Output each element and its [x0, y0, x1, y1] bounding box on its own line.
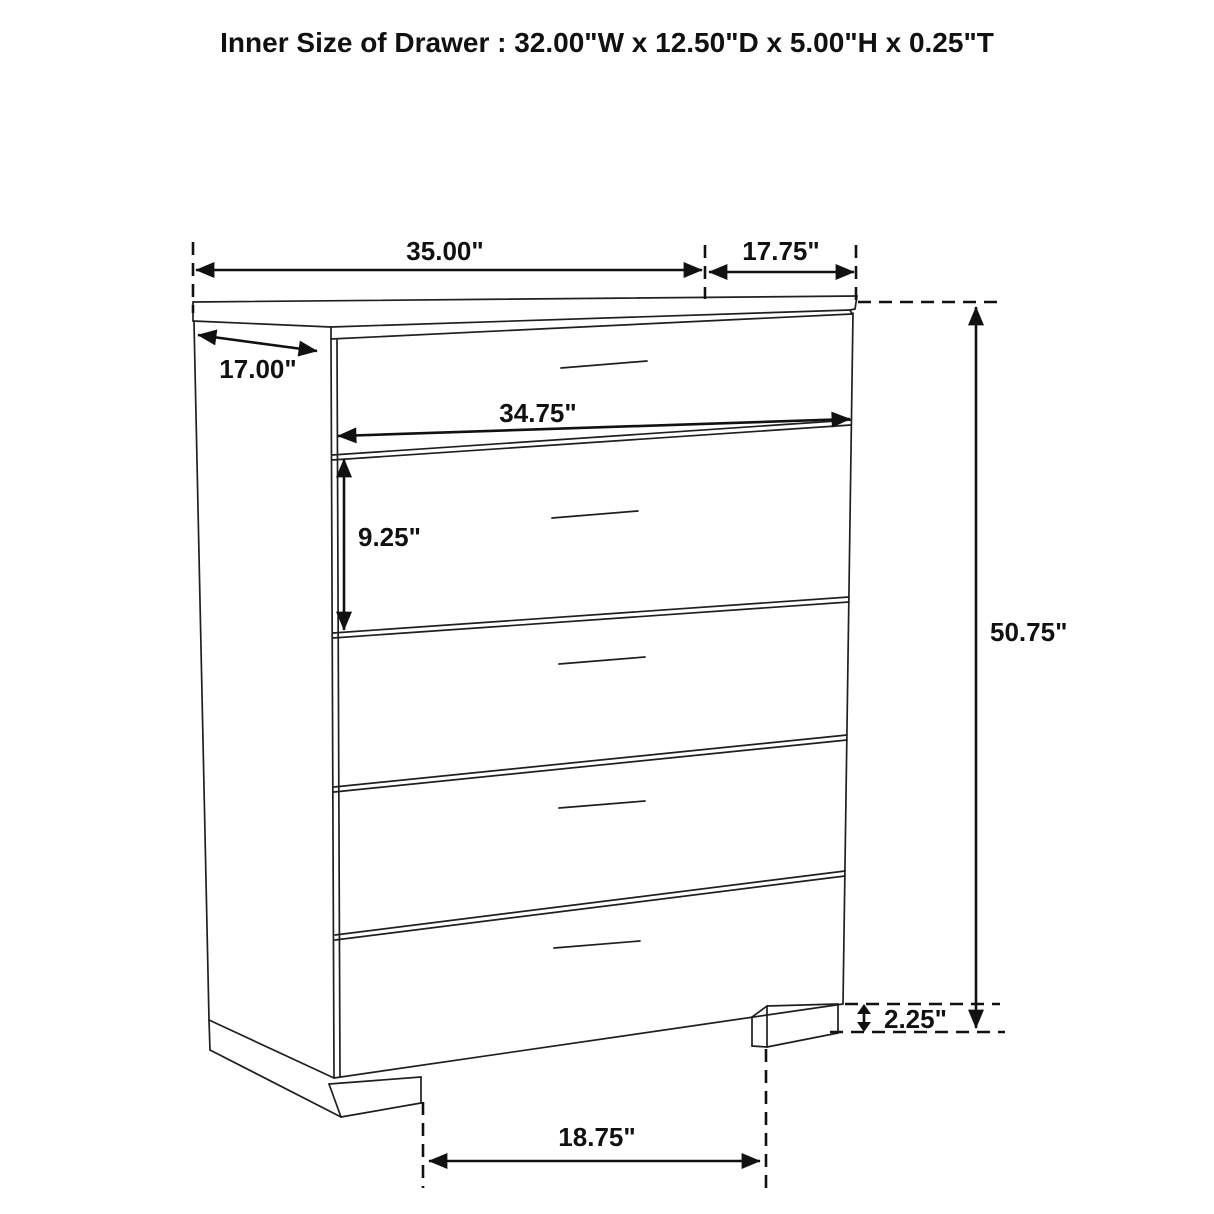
dimension-total-height — [858, 302, 1067, 1028]
handle-cap — [543, 515, 552, 525]
handle-cap — [550, 805, 559, 815]
dimension-label: 50.75" — [990, 617, 1068, 647]
leg-front-bottom-edge — [767, 1033, 838, 1047]
handle-cap — [550, 661, 559, 671]
dimension-top-depth — [709, 236, 856, 301]
arrowhead-up — [857, 1004, 871, 1014]
dimension-label: 2.25" — [884, 1004, 947, 1034]
side-panel-face — [194, 322, 334, 1078]
dimension-base-height — [830, 1004, 1005, 1034]
dimension-label: 34.75" — [499, 398, 577, 428]
dimension-label: 35.00" — [406, 236, 484, 266]
dimension-label: 17.75" — [742, 236, 820, 266]
plinth-front-bottom-edge — [341, 1103, 421, 1117]
page-title: Inner Size of Drawer : 32.00"W x 12.50"D x 5.00"H x 0.25"T — [220, 27, 994, 58]
handle-cap — [545, 945, 554, 955]
plinth-back-edge — [209, 1020, 210, 1050]
dimension-label: 17.00" — [219, 354, 297, 384]
handle-cap — [552, 365, 561, 375]
dimension-leg-span — [423, 1049, 766, 1188]
arrowhead-down — [857, 1022, 871, 1032]
leg-side-bottom-edge — [752, 1046, 767, 1047]
plinth-front-top-edge — [329, 1077, 421, 1084]
dimension-label: 9.25" — [358, 522, 421, 552]
dimension-label: 18.75" — [558, 1122, 636, 1152]
